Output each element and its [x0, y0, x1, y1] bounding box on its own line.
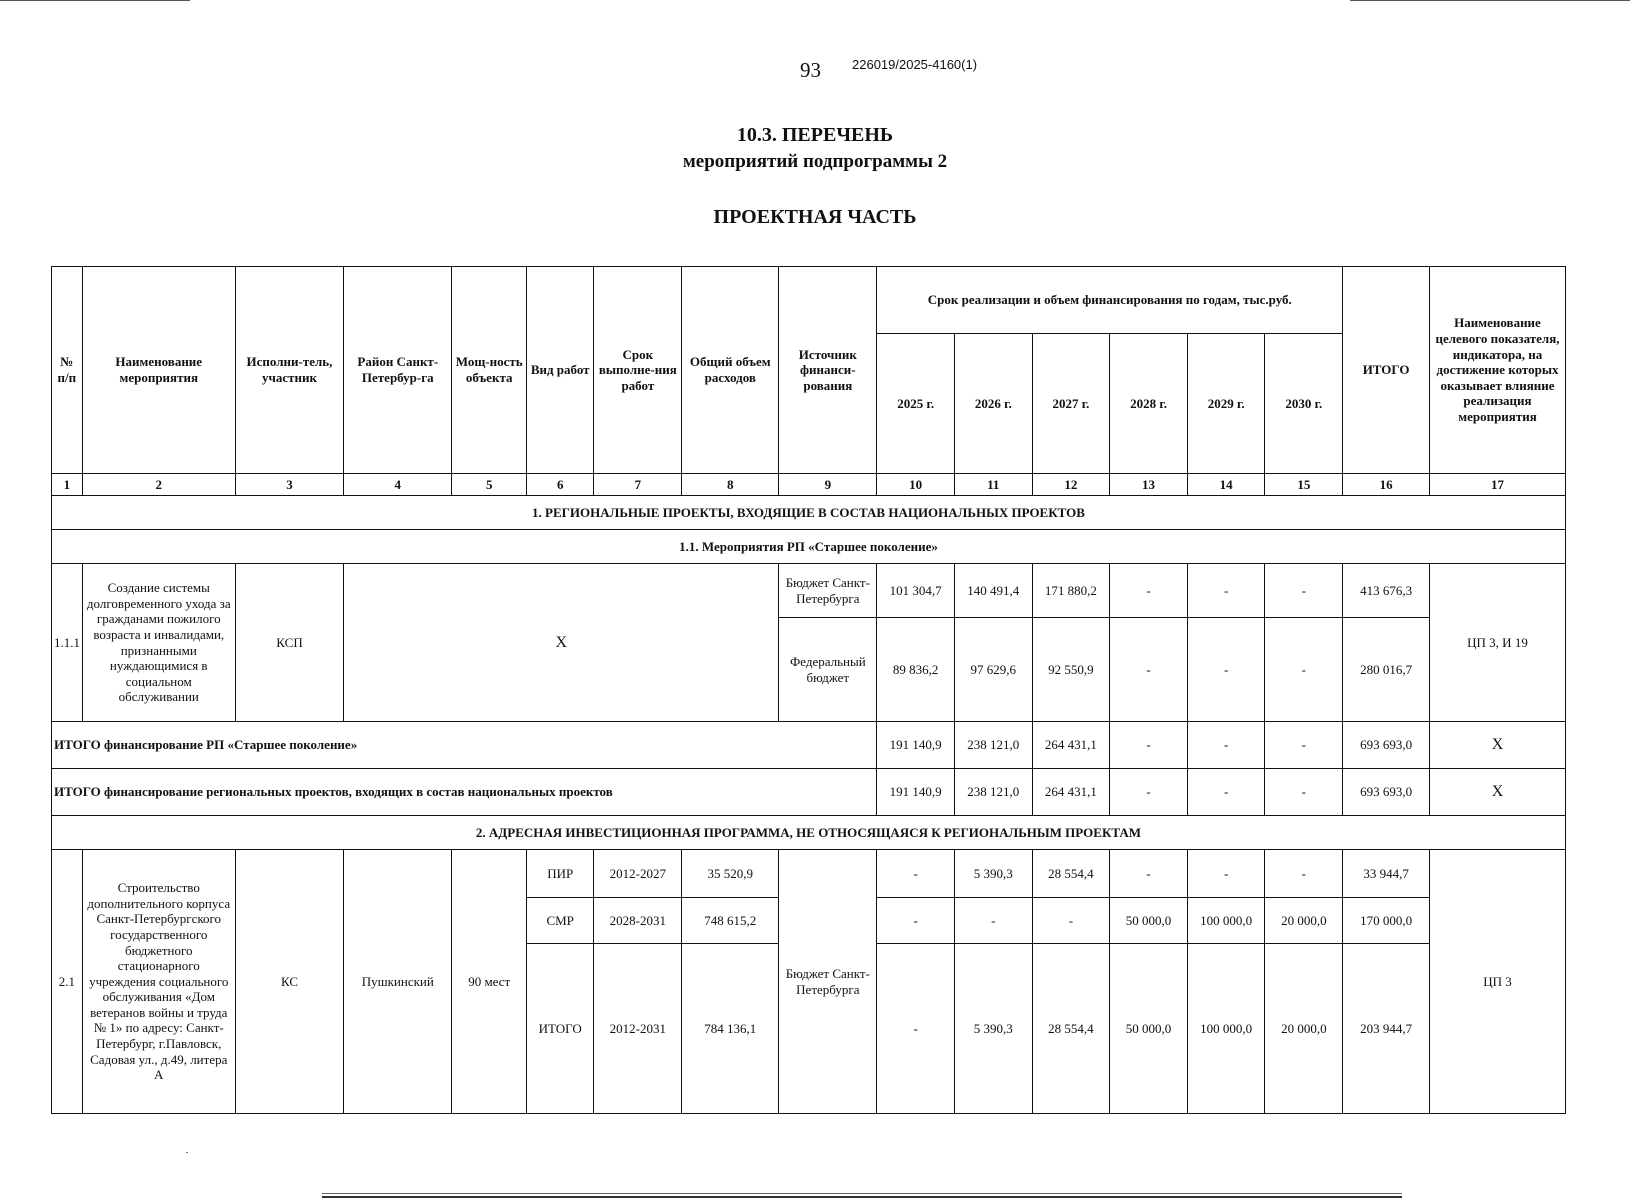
- table-row: [52, 564, 1566, 618]
- item-executor: КСП: [235, 564, 343, 722]
- total-all-label: ИТОГО финансирование региональных проектов, входящих в состав национальных проектов: [52, 769, 877, 816]
- header-row: [52, 267, 1566, 334]
- top-edge-line: [0, 0, 190, 1]
- total-indicator: Х: [1430, 769, 1566, 816]
- item-number: 2.1: [52, 850, 83, 1114]
- value-total: 33 944,7: [1343, 850, 1430, 898]
- header-work-type: Вид работ: [526, 267, 593, 474]
- value-2030: -: [1265, 618, 1343, 722]
- value-2025: -: [877, 944, 955, 1114]
- registration-number: 226019/2025-4160(1): [852, 57, 978, 72]
- column-number: 3: [235, 474, 343, 496]
- value-2025: -: [877, 898, 955, 944]
- total-indicator: Х: [1430, 722, 1566, 769]
- header-indicator: Наименование целевого показателя, индикатора, на достижение которых оказывает влияние реализация мероприятия: [1430, 267, 1566, 474]
- header-district: Район Санкт-Петербур-га: [344, 267, 452, 474]
- item-executor: КС: [235, 850, 343, 1114]
- value-2029: 100 000,0: [1187, 898, 1265, 944]
- total-row: [52, 722, 1566, 769]
- page-number: 93: [800, 58, 821, 82]
- column-number: 13: [1110, 474, 1188, 496]
- item-source: Бюджет Санкт-Петербурга: [779, 564, 877, 618]
- column-number: 12: [1032, 474, 1110, 496]
- work-cost: 748 615,2: [682, 898, 779, 944]
- column-number: 9: [779, 474, 877, 496]
- footer-line: [322, 1193, 1402, 1194]
- item-capacity: 90 мест: [452, 850, 527, 1114]
- value-2026: -: [954, 898, 1032, 944]
- section-row: [52, 816, 1566, 850]
- value-2025: 191 140,9: [877, 722, 955, 769]
- value-2030: -: [1265, 850, 1343, 898]
- work-period: 2012-2027: [594, 850, 682, 898]
- section-2-title: 2. АДРЕСНАЯ ИНВЕСТИЦИОННАЯ ПРОГРАММА, НЕ ОТНОСЯЩАЯСЯ К РЕГИОНАЛЬНЫМ ПРОЕКТАМ: [52, 816, 1566, 850]
- header-total-cost: Общий объем расходов: [682, 267, 779, 474]
- value-2030: -: [1265, 564, 1343, 618]
- column-number: 14: [1187, 474, 1265, 496]
- value-total: 170 000,0: [1343, 898, 1430, 944]
- column-number: 16: [1343, 474, 1430, 496]
- subsection-row: [52, 530, 1566, 564]
- header-year-2029: 2029 г.: [1187, 334, 1265, 474]
- events-table: [51, 266, 1566, 1114]
- value-total: 280 016,7: [1343, 618, 1430, 722]
- section-row: [52, 496, 1566, 530]
- item-name: Создание системы долговременного ухода за гражданами пожилого возраста и инвалидами, признанными нуждающимися в социальном обслуживании: [82, 564, 235, 722]
- item-name: Строительство дополнительного корпуса Санкт-Петербургского государственного бюджетного стационарного учреждения социального обслуживания «Дом ветеранов войны и труда № 1» по адресу: Санкт-Петербург, г.Павловск, Садовая ул., д.49, литера А: [82, 850, 235, 1114]
- value-2025: 101 304,7: [877, 564, 955, 618]
- footer-line: [322, 1196, 1402, 1198]
- value-2027: 171 880,2: [1032, 564, 1110, 618]
- value-2029: -: [1187, 850, 1265, 898]
- value-2028: -: [1110, 618, 1188, 722]
- column-number: 8: [682, 474, 779, 496]
- header-total: ИТОГО: [1343, 267, 1430, 474]
- value-2025: 191 140,9: [877, 769, 955, 816]
- value-2030: -: [1265, 722, 1343, 769]
- header-num: № п/п: [52, 267, 83, 474]
- section-heading: ПРОЕКТНАЯ ЧАСТЬ: [713, 206, 917, 228]
- total-rp-label: ИТОГО финансирование РП «Старшее поколение»: [52, 722, 877, 769]
- header-executor: Исполни-тель, участник: [235, 267, 343, 474]
- scan-speck: [186, 1152, 188, 1153]
- value-2027: 92 550,9: [1032, 618, 1110, 722]
- header-year-2026: 2026 г.: [954, 334, 1032, 474]
- value-2027: 264 431,1: [1032, 722, 1110, 769]
- column-number: 4: [344, 474, 452, 496]
- value-2028: -: [1110, 769, 1188, 816]
- item-source: Бюджет Санкт-Петербурга: [779, 850, 877, 1114]
- value-2028: -: [1110, 564, 1188, 618]
- document-title: 10.3. ПЕРЕЧЕНЬ: [736, 124, 894, 146]
- value-2027: 264 431,1: [1032, 769, 1110, 816]
- value-2026: 238 121,0: [954, 769, 1032, 816]
- value-2027: 28 554,4: [1032, 944, 1110, 1114]
- header-year-2027: 2027 г.: [1032, 334, 1110, 474]
- value-2028: 50 000,0: [1110, 944, 1188, 1114]
- work-type: ИТОГО: [526, 944, 593, 1114]
- value-2030: 20 000,0: [1265, 944, 1343, 1114]
- item-indicator: ЦП 3, И 19: [1430, 564, 1566, 722]
- value-total: 203 944,7: [1343, 944, 1430, 1114]
- column-number: 17: [1430, 474, 1566, 496]
- header-name: Наименование мероприятия: [82, 267, 235, 474]
- table-row: [52, 850, 1566, 898]
- value-2029: -: [1187, 769, 1265, 816]
- value-2029: -: [1187, 722, 1265, 769]
- value-2025: -: [877, 850, 955, 898]
- work-period: 2028-2031: [594, 898, 682, 944]
- item-source: Федеральный бюджет: [779, 618, 877, 722]
- work-cost: 35 520,9: [682, 850, 779, 898]
- header-capacity: Мощ-ность объекта: [452, 267, 527, 474]
- value-2028: 50 000,0: [1110, 898, 1188, 944]
- column-number: 10: [877, 474, 955, 496]
- value-2030: 20 000,0: [1265, 898, 1343, 944]
- value-total: 693 693,0: [1343, 722, 1430, 769]
- section-1-title: 1. РЕГИОНАЛЬНЫЕ ПРОЕКТЫ, ВХОДЯЩИЕ В СОСТАВ НАЦИОНАЛЬНЫХ ПРОЕКТОВ: [52, 496, 1566, 530]
- value-2026: 97 629,6: [954, 618, 1032, 722]
- work-type: СМР: [526, 898, 593, 944]
- total-row: [52, 769, 1566, 816]
- value-2028: -: [1110, 850, 1188, 898]
- value-2030: -: [1265, 769, 1343, 816]
- value-2028: -: [1110, 722, 1188, 769]
- column-number: 6: [526, 474, 593, 496]
- item-district: Пушкинский: [344, 850, 452, 1114]
- header-year-2030: 2030 г.: [1265, 334, 1343, 474]
- item-number: 1.1.1: [52, 564, 83, 722]
- value-total: 693 693,0: [1343, 769, 1430, 816]
- document-subtitle: мероприятий подпрограммы 2: [682, 151, 948, 172]
- item-indicator: ЦП 3: [1430, 850, 1566, 1114]
- item-merged-x: Х: [344, 564, 779, 722]
- column-number: 11: [954, 474, 1032, 496]
- value-2026: 5 390,3: [954, 944, 1032, 1114]
- header-years-group: Срок реализации и объем финансирования по годам, тыс.руб.: [877, 267, 1343, 334]
- value-2025: 89 836,2: [877, 618, 955, 722]
- column-number: 5: [452, 474, 527, 496]
- value-2029: -: [1187, 618, 1265, 722]
- value-2029: 100 000,0: [1187, 944, 1265, 1114]
- column-number: 1: [52, 474, 83, 496]
- header-year-2028: 2028 г.: [1110, 334, 1188, 474]
- header-source: Источник финанси-рования: [779, 267, 877, 474]
- column-number: 15: [1265, 474, 1343, 496]
- work-type: ПИР: [526, 850, 593, 898]
- column-number: 2: [82, 474, 235, 496]
- value-2029: -: [1187, 564, 1265, 618]
- header-period: Срок выполне-ния работ: [594, 267, 682, 474]
- value-2026: 140 491,4: [954, 564, 1032, 618]
- subsection-1-1-title: 1.1. Мероприятия РП «Старшее поколение»: [52, 530, 1566, 564]
- value-2026: 238 121,0: [954, 722, 1032, 769]
- header-year-2025: 2025 г.: [877, 334, 955, 474]
- column-number: 7: [594, 474, 682, 496]
- column-numbers-row: [52, 474, 1566, 496]
- value-total: 413 676,3: [1343, 564, 1430, 618]
- work-cost: 784 136,1: [682, 944, 779, 1114]
- value-2027: 28 554,4: [1032, 850, 1110, 898]
- value-2027: -: [1032, 898, 1110, 944]
- value-2026: 5 390,3: [954, 850, 1032, 898]
- work-period: 2012-2031: [594, 944, 682, 1114]
- top-edge-line: [1350, 0, 1630, 1]
